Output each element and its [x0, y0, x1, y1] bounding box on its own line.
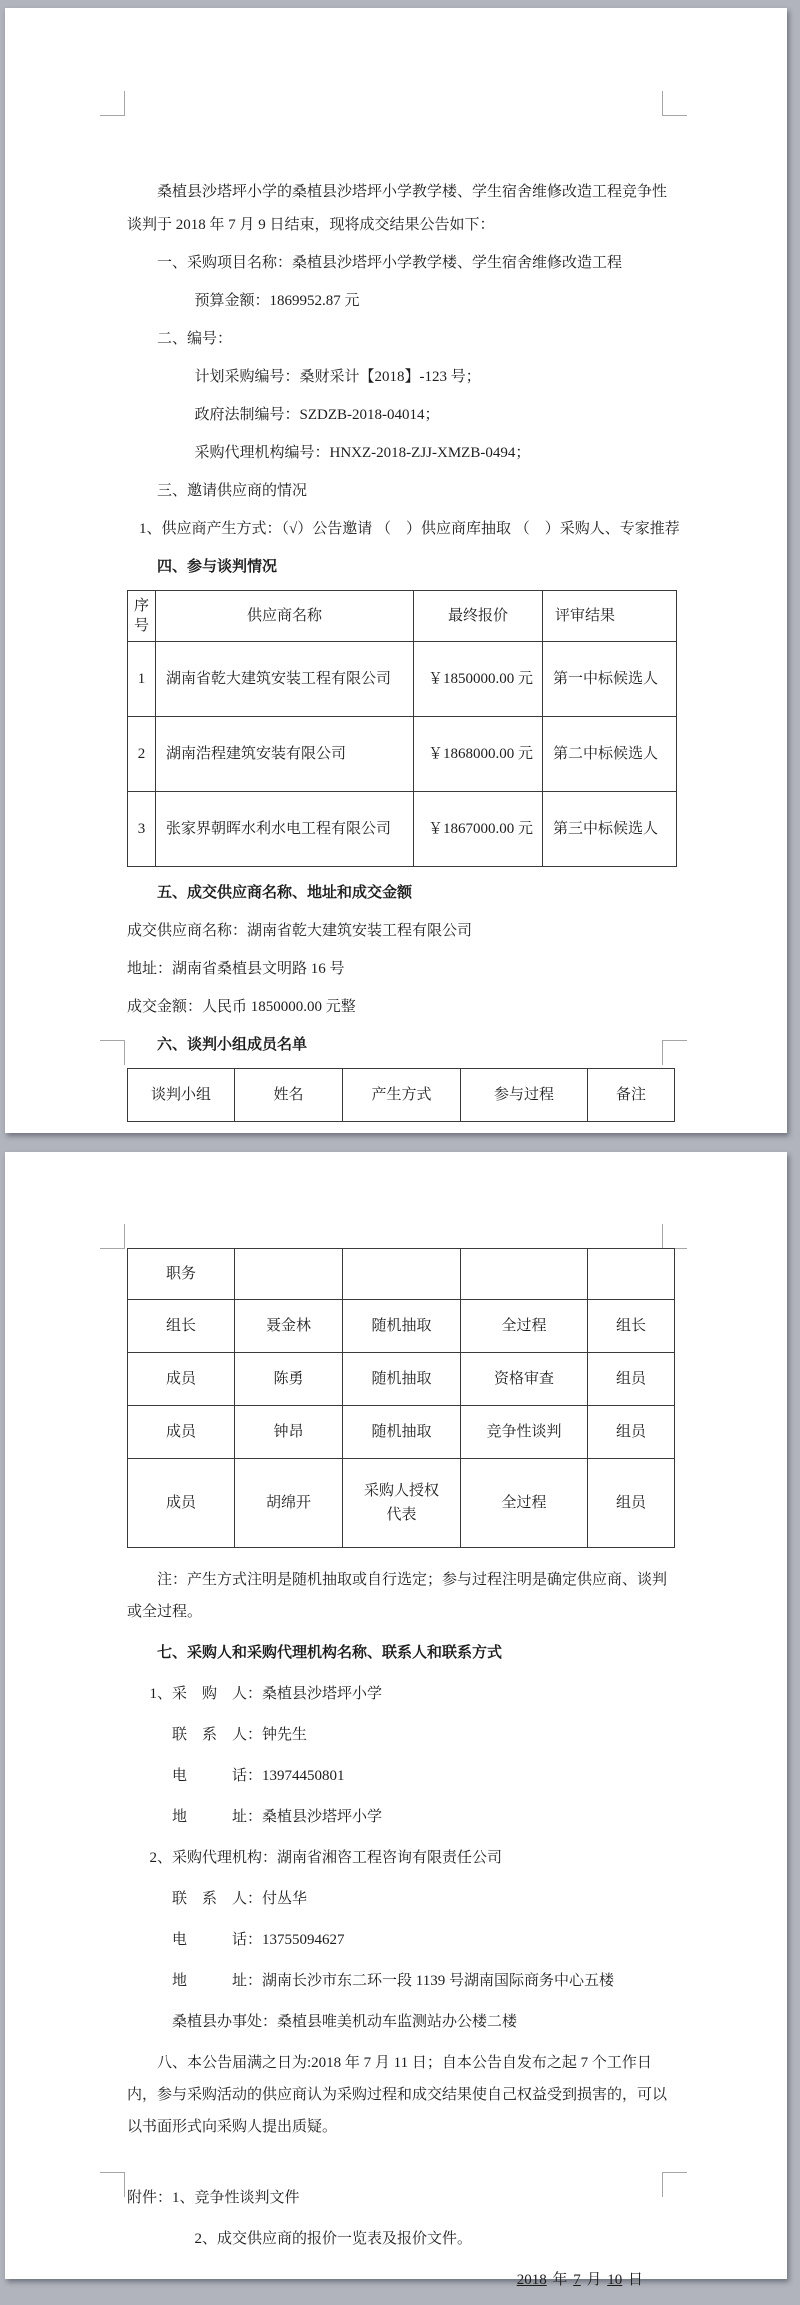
- table-row: [128, 1249, 675, 1300]
- header-cell-supplier: 供应商名称: [156, 591, 414, 642]
- plan-number-line: 计划采购编号：桑财采计【2018】-123 号；: [194, 369, 481, 385]
- agency-address-line: 地 址：湖南长沙市东二环一段 1139 号湖南国际商务中心五楼: [172, 1973, 614, 1989]
- section-2-heading: 二、编号：: [157, 331, 233, 347]
- cell-role: 组长: [128, 1300, 235, 1353]
- purchaser-contact-line: 联 系 人：钟先生: [172, 1727, 308, 1743]
- bid-result-table: [127, 590, 677, 867]
- table-note: 注：产生方式注明是随机抽取或自行选定；参与过程注明是确定供应商、谈判或全过程。: [127, 1572, 668, 1620]
- cell-supplier: 湖南浩程建筑安装有限公司: [156, 717, 414, 792]
- section-6-heading: 六、谈判小组成员名单: [157, 1037, 308, 1053]
- table-row: [128, 792, 677, 867]
- attachment-line-1: 附件：1、竞争性谈判文件: [127, 2190, 300, 2206]
- attachment-line-2: 2、成交供应商的报价一览表及报价文件。: [194, 2231, 473, 2247]
- header-cell-method: 产生方式: [343, 1069, 461, 1122]
- header-cell-panel: 谈判小组: [128, 1069, 235, 1122]
- cell-remark: [588, 1249, 675, 1300]
- cell-role: 成员: [128, 1459, 235, 1548]
- intro-paragraph: 桑植县沙塔坪小学的桑植县沙塔坪小学教学楼、学生宿舍维修改造工程竞争性谈判于 2018 年 7 月 9 日结束，现将成交结果公告如下：: [127, 184, 668, 233]
- agency-line: 2、采购代理机构：湖南省湘咨工程咨询有限责任公司: [149, 1850, 503, 1866]
- table-row: [128, 1300, 675, 1353]
- page-1-content: [127, 8, 681, 1132]
- header-cell-seq: 序号: [128, 591, 156, 642]
- section-3-heading: 三、邀请供应商的情况: [157, 483, 308, 499]
- section-1-heading: 一、采购项目名称：桑植县沙塔坪小学教学楼、学生宿舍维修改造工程: [157, 255, 623, 271]
- table-header-row: [128, 591, 677, 642]
- date-day: 10: [607, 2272, 623, 2288]
- cell-process: 资格审查: [461, 1353, 588, 1406]
- cell-result: 第一中标候选人: [543, 642, 677, 717]
- date-day-unit: 日: [624, 2272, 643, 2288]
- purchaser-address-line: 地 址：桑植县沙塔坪小学: [172, 1809, 383, 1825]
- cell-supplier: 湖南省乾大建筑安装工程有限公司: [156, 642, 414, 717]
- cell-result: 第三中标候选人: [543, 792, 677, 867]
- cell-remark: 组员: [588, 1459, 675, 1548]
- cell-method-text: 采购人授权代表: [363, 1483, 439, 1523]
- page-2-content: [127, 1152, 681, 2305]
- cell-price: ￥1868000.00 元: [414, 717, 543, 792]
- winner-amount-line: 成交金额：人民币 1850000.00 元整: [127, 999, 356, 1015]
- purchaser-line: 1、采 购 人：桑植县沙塔坪小学: [149, 1686, 383, 1702]
- table-row: [128, 1406, 675, 1459]
- winner-name-line: 成交供应商名称：湖南省乾大建筑安装工程有限公司: [127, 923, 473, 939]
- cell-remark: 组员: [588, 1406, 675, 1459]
- cell-price: ￥1850000.00 元: [414, 642, 543, 717]
- date-month-unit: 月: [582, 2272, 606, 2288]
- section-4-heading: 四、参与谈判情况: [157, 559, 278, 575]
- cell-method: 随机抽取: [343, 1300, 461, 1353]
- cell-result: 第二中标候选人: [543, 717, 677, 792]
- cell-seq: 3: [128, 792, 156, 867]
- cell-remark: 组员: [588, 1353, 675, 1406]
- announcement-date: [127, 2264, 681, 2296]
- cell-role: 职务: [128, 1249, 235, 1300]
- cell-name: 陈勇: [235, 1353, 343, 1406]
- header-cell-process: 参与过程: [461, 1069, 588, 1122]
- cell-process: 全过程: [461, 1300, 588, 1353]
- agency-contact-line: 联 系 人：付丛华: [172, 1891, 308, 1907]
- cell-name: 胡绵开: [235, 1459, 343, 1548]
- table-header-row: [128, 1069, 675, 1122]
- margin-corner-mark: [100, 2172, 125, 2197]
- cell-method: [343, 1249, 461, 1300]
- cell-price: ￥1867000.00 元: [414, 792, 543, 867]
- supplier-invite-method-line: 1、供应商产生方式：（√）公告邀请 （ ）供应商库抽取 （ ）采购人、专家推荐: [139, 521, 680, 537]
- gov-number-line: 政府法制编号：SZDZB-2018-04014；: [194, 407, 440, 423]
- cell-role: 成员: [128, 1406, 235, 1459]
- section-7-heading: 七、采购人和采购代理机构名称、联系人和联系方式: [157, 1645, 503, 1661]
- agency-number-line: 采购代理机构编号：HNXZ-2018-ZJJ-XMZB-0494；: [194, 445, 531, 461]
- cell-method: 随机抽取: [343, 1406, 461, 1459]
- margin-corner-mark: [100, 1040, 125, 1065]
- header-cell-final-price: 最终报价: [414, 591, 543, 642]
- agency-office-line: 桑植县办事处：桑植县唯美机动车监测站办公楼二楼: [172, 2014, 518, 2030]
- purchaser-phone-line: 电 话：13974450801: [172, 1768, 345, 1784]
- cell-name: 钟昂: [235, 1406, 343, 1459]
- margin-corner-mark: [100, 1224, 125, 1249]
- table-row: [128, 1353, 675, 1406]
- cell-role: 成员: [128, 1353, 235, 1406]
- table-row: [128, 717, 677, 792]
- section-5-heading: 五、成交供应商名称、地址和成交金额: [157, 885, 413, 901]
- section-8-paragraph: 八、本公告届满之日为:2018 年 7 月 11 日；自本公告自发布之起 7 个工作日内，参与采购活动的供应商认为采购过程和成交结果使自己权益受到损害的，可以以书面形式向采购人提出质疑。: [127, 2055, 668, 2135]
- document-page-1: [5, 8, 787, 1133]
- cell-name: [235, 1249, 343, 1300]
- cell-process: 全过程: [461, 1459, 588, 1548]
- cell-process: 竞争性谈判: [461, 1406, 588, 1459]
- document-page-2: [5, 1152, 787, 2288]
- date-month: 7: [573, 2272, 581, 2288]
- table-row: [128, 642, 677, 717]
- margin-corner-mark: [100, 91, 125, 116]
- cell-method: [343, 1459, 461, 1548]
- winner-address-line: 地址：湖南省桑植县文明路 16 号: [127, 961, 345, 977]
- cell-seq: 1: [128, 642, 156, 717]
- cell-remark: 组长: [588, 1300, 675, 1353]
- negotiation-panel-table-body: [127, 1248, 675, 1548]
- cell-seq: 2: [128, 717, 156, 792]
- date-year-unit: 年: [548, 2272, 572, 2288]
- header-cell-name: 姓名: [235, 1069, 343, 1122]
- cell-process: [461, 1249, 588, 1300]
- date-year: 2018: [516, 2272, 547, 2288]
- blank-space: [127, 2152, 681, 2182]
- cell-name: 聂金林: [235, 1300, 343, 1353]
- negotiation-panel-table-header: [127, 1068, 675, 1122]
- agency-phone-line: 电 话：13755094627: [172, 1932, 345, 1948]
- cell-supplier: 张家界朝晖水利水电工程有限公司: [156, 792, 414, 867]
- table-row: [128, 1459, 675, 1548]
- header-cell-remark: 备注: [588, 1069, 675, 1122]
- header-cell-review-result: 评审结果: [543, 591, 677, 642]
- cell-method: 随机抽取: [343, 1353, 461, 1406]
- budget-amount-line: 预算金额：1869952.87 元: [194, 293, 360, 309]
